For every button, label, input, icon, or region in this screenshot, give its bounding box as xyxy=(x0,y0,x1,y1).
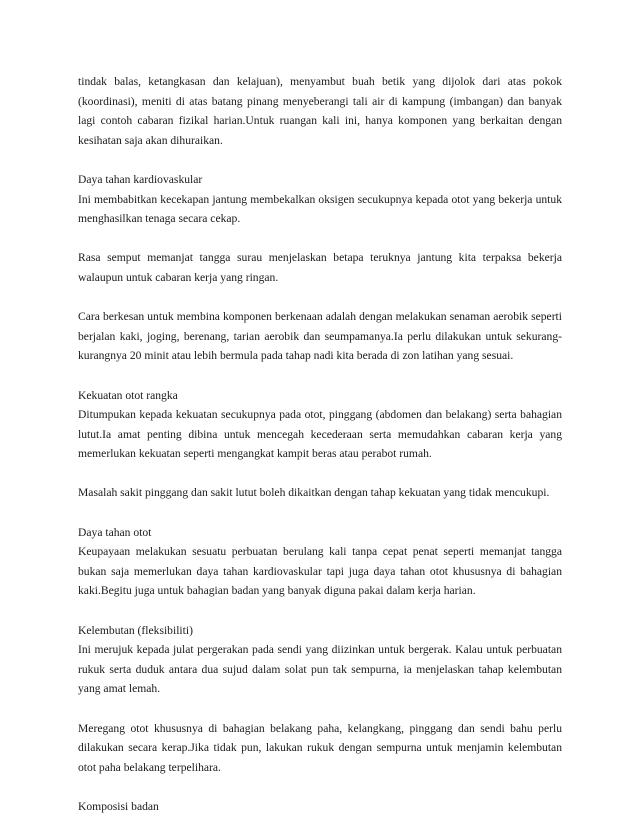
section-body-composition xyxy=(78,797,562,817)
section-skeletal-strength xyxy=(78,386,562,464)
section-cardiovascular xyxy=(78,170,562,229)
section-flexibility xyxy=(78,621,562,699)
paragraph-text: tindak balas, ketangkasan dan kelajuan), menyambut buah betik yang dijolok dari atas pokok (koordinasi), meniti di atas batang pinang menyeberangi tali air di kampung (imbangan) dan banyak lagi contoh cabaran fizikal harian.Untuk ruangan kali ini, hanya komponen yang berkaitan dengan kesihatan saja akan dihuraikan. xyxy=(78,75,562,147)
paragraph-text: Cara berkesan untuk membina komponen berkenaan adalah dengan melakukan senaman aerobik seperti berjalan kaki, joging, berenang, tarian aerobik dan seumpamanya.Ia perlu dilakukan untuk sekurang-kurangnya 20 minit atau lebih bermula pada tahap nadi kita berada di zon latihan yang sesuai. xyxy=(78,310,562,363)
paragraph-aerobic xyxy=(78,307,562,366)
paragraph-stretching xyxy=(78,719,562,778)
paragraph-text: Rasa semput memanjat tangga surau menjelaskan betapa teruknya jantung kita terpaksa bekerja walaupun untuk cabaran kerja yang ringan. xyxy=(78,251,562,284)
paragraph-text: Keupayaan melakukan sesuatu perbuatan berulang kali tanpa cepat penat seperti memanjat tangga bukan saja memerlukan daya tahan kardiovaskular tapi juga daya tahan otot khususnya di bahagian kaki.Begitu juga untuk bahagian badan yang banyak diguna pakai dalam kerja harian. xyxy=(78,545,562,598)
section-heading: Komposisi badan xyxy=(78,799,159,813)
document-page xyxy=(78,72,562,817)
paragraph-text: Masalah sakit pinggang dan sakit lutut boleh dikaitkan dengan tahap kekuatan yang tidak mencukupi. xyxy=(78,486,550,500)
paragraph-text: Ini membabitkan kecekapan jantung membekalkan oksigen secukupnya kepada otot yang bekerja untuk menghasilkan tenaga secara cekap. xyxy=(78,192,562,226)
intro-paragraph xyxy=(78,72,562,150)
section-heading: Kekuatan otot rangka xyxy=(78,388,178,402)
paragraph-text: Meregang otot khususnya di bahagian belakang paha, kelangkang, pinggang dan sendi bahu perlu dilakukan secara kerap.Jika tidak pun, lakukan rukuk dengan sempurna untuk menjamin kelembutan otot paha belakang terpelihara. xyxy=(78,721,562,774)
paragraph-stairs xyxy=(78,248,562,287)
paragraph-text: Ditumpukan kepada kekuatan secukupnya pada otot, pinggang (abdomen dan belakang) serta bahagian lutut.Ia amat penting dibina untuk mencegah kecederaan serta memudahkan cabaran kerja yang memerlukan kekuatan seperti mengangkat kampit beras atau perabot rumah. xyxy=(78,408,562,461)
section-heading: Daya tahan otot xyxy=(78,525,152,539)
section-muscular-endurance xyxy=(78,523,562,601)
section-heading: Kelembutan (fleksibiliti) xyxy=(78,623,193,637)
paragraph-back-pain xyxy=(78,483,562,503)
paragraph-text: Ini merujuk kepada julat pergerakan pada sendi yang diizinkan untuk bergerak. Kalau untuk perbuatan rukuk serta duduk antara dua sujud dalam solat pun tak sempurna, ia menjelaskan tahap kelembutan yang amat lemah. xyxy=(78,643,562,696)
section-heading: Daya tahan kardiovaskular xyxy=(78,172,203,186)
